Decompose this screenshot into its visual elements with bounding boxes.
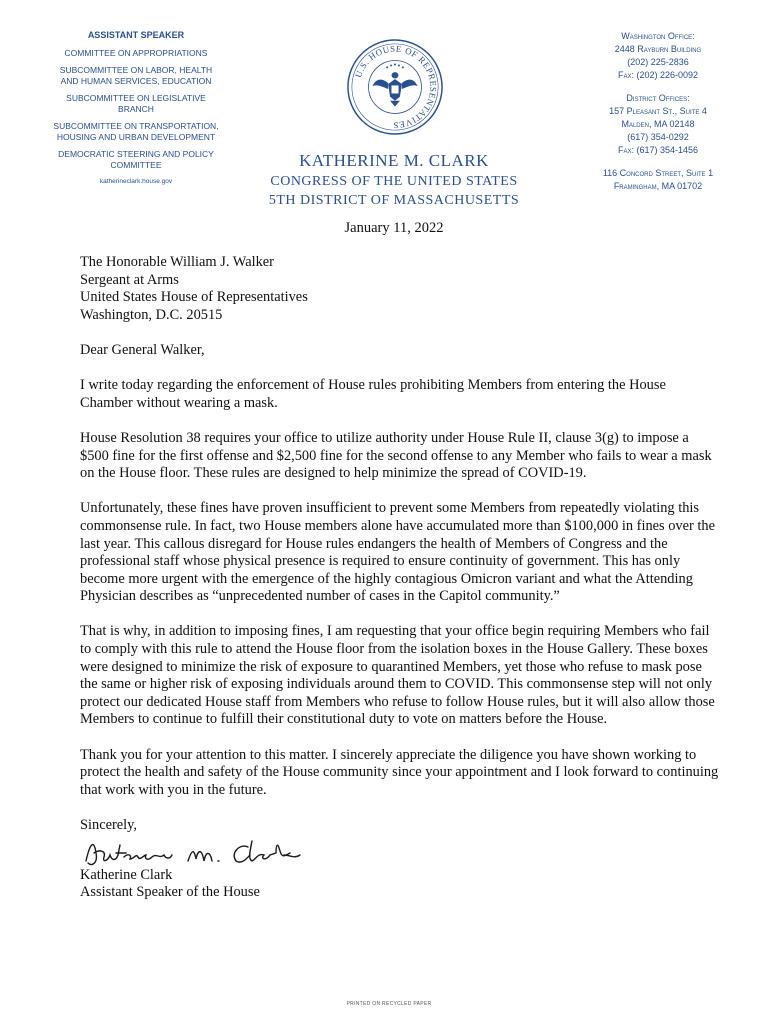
dc-office-phone: (202) 225-2836 [627, 57, 689, 67]
recipient-name: The Honorable William J. Walker [80, 254, 274, 270]
signature [80, 833, 330, 871]
committee-appropriations: COMMITTEE ON APPROPRIATIONS [64, 47, 208, 58]
seal-text: U.S. HOUSE OF REPRESENTATIVES [353, 43, 439, 131]
malden-city: Malden, MA 02148 [621, 119, 695, 129]
letterhead-center [258, 150, 530, 210]
signer-name: Katherine Clark [80, 866, 173, 883]
recipient-title: Sergeant at Arms [80, 271, 179, 288]
district-line: 5TH DISTRICT OF MASSACHUSETTS [268, 193, 520, 208]
recipient-city: Washington, D.C. 20515 [80, 306, 223, 323]
framingham-city: Framingham, MA 01702 [613, 181, 703, 191]
letter-body [80, 254, 720, 902]
recipient-address [80, 254, 720, 324]
malden-office [588, 92, 728, 157]
letter-date: January 11, 2022 [344, 220, 444, 236]
paragraph: Unfortunately, these fines have proven insufficient to prevent some Members from repeatedly violating this commonsense rule. In fact, two House members alone have accumulated more than $100,000 in fines over the last year. This callous disregard for House rules endangers the health of Members of Congress and the professional staff whose physical presence is required to ensure continuity of government. This has only become more urgent with the emergence of the highly contagious Omicron variant and what the Attending Physician describes as “unprecedented number of cases in the Capitol community.” [80, 500, 715, 605]
framingham-street: 116 Concord Street, Suite 1 [602, 168, 714, 178]
washington-office [588, 30, 728, 82]
malden-phone: (617) 354-0292 [627, 132, 689, 142]
assistant-speaker-title: ASSISTANT SPEAKER [87, 30, 185, 40]
house-seal-icon [346, 38, 444, 136]
signature-block [80, 867, 720, 902]
subcommittee-labor: SUBCOMMITTEE ON LABOR, HEALTH AND HUMAN SERVICES, EDUCATION [59, 65, 213, 86]
website: katherineclark.house.gov [99, 178, 173, 185]
closing: Sincerely, [80, 817, 138, 833]
congress-line: CONGRESS OF THE UNITED STATES [270, 174, 518, 189]
paragraph: I write today regarding the enforcement of House rules prohibiting Members from entering the House Chamber without wearing a mask. [80, 377, 666, 411]
paragraph: That is why, in addition to imposing fines, I am requesting that your office begin requiring Members who fail to comply with this rule to attend the House floor from the isolation boxes in the House Gallery. These boxes were designed to minimize the risk of exposure to quarantined Members, yet those who refuse to mask pose the same or higher risk of exposing individuals around them to COVID. This commonsense step will not only protect our dedicated House staff from Members who refuse to follow House rules, but it will also allow those Members to continue to fulfill their constitutional duty to vote on matters before the House. [80, 623, 715, 728]
malden-street: 157 Pleasant St., Suite 4 [609, 106, 707, 116]
malden-fax: Fax: (617) 354-1456 [617, 145, 699, 155]
salutation: Dear General Walker, [80, 341, 205, 358]
signer-title: Assistant Speaker of the House [80, 884, 260, 901]
paragraph: Thank you for your attention to this matter. I sincerely appreciate the diligence you have shown working to protect the health and safety of the House community since your appointment and I look forward to continuing that work with you in the future. [80, 746, 719, 798]
member-name: KATHERINE M. CLARK [299, 151, 489, 170]
steering-committee: DEMOCRATIC STEERING AND POLICY COMMITTEE [58, 149, 214, 170]
recipient-organization: United States House of Representatives [80, 289, 308, 306]
district-offices-label: District Offices: [626, 93, 690, 103]
subcommittee-legislative: SUBCOMMITTEE ON LEGISLATIVE BRANCH [66, 93, 206, 114]
dc-office-address: 2448 Rayburn Building [614, 44, 702, 54]
dc-office-label: Washington Office: [621, 31, 695, 41]
subcommittee-transportation: SUBCOMMITTEE ON TRANSPORTATION, HOUSING AND URBAN DEVELOPMENT [53, 121, 219, 142]
footer-recycled: PRINTED ON RECYCLED PAPER [346, 1001, 432, 1007]
dc-office-fax: Fax: (202) 226-0092 [617, 70, 699, 80]
letterhead-left-column [52, 30, 220, 195]
paragraph: House Resolution 38 requires your office to utilize authority under House Rule II, clause 3(g) to impose a $500 fine for the first offense and $2,500 fine for the second offense to any Member who fails to wear a mask on the House floor. These rules are designed to help minimize the spread of COVID-19. [80, 429, 712, 482]
letterhead-right-column [588, 30, 728, 203]
framingham-office [588, 167, 728, 193]
